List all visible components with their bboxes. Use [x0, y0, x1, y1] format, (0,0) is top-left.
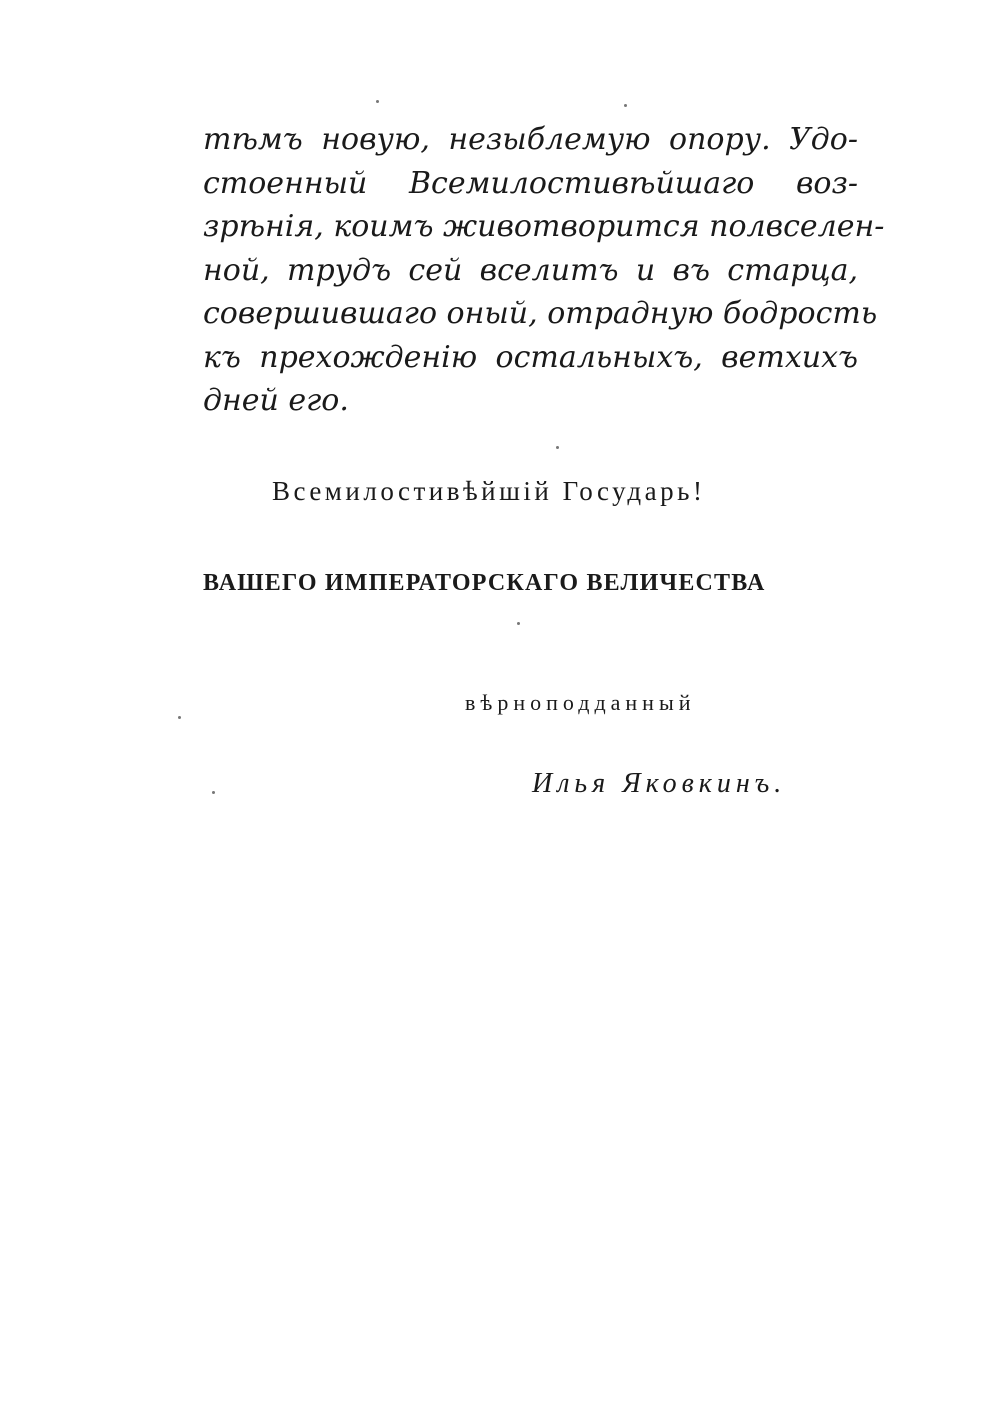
paper-speck — [517, 622, 520, 625]
body-line: совершившаго оный, отрадную бодрость — [203, 296, 878, 331]
body-line: дней его. — [203, 383, 349, 418]
paper-speck — [178, 716, 181, 719]
body-line: зрѣнія, коимъ животворится полвселен- — [203, 209, 885, 244]
majesty-title: ВАШЕГО ИМПЕРАТОРСКАГО ВЕЛИЧЕСТВА — [203, 570, 766, 596]
body-paragraph — [203, 118, 885, 423]
body-line: ной, трудъ сей вселитъ и въ старца, — [203, 252, 858, 288]
paper-speck — [376, 100, 379, 103]
body-line: къ прехожденію остальныхъ, ветхихъ — [203, 339, 858, 375]
paper-speck — [624, 104, 627, 107]
signature: Илья Яковкинъ. — [532, 768, 787, 799]
paper-speck — [556, 446, 559, 449]
body-line: стоенный Всемилостивѣйшаго воз- — [203, 165, 858, 201]
salutation: Всемилостивѣйшій Государь! — [272, 476, 706, 506]
paper-speck — [212, 791, 215, 794]
body-line: тѣмъ новую, незыблемую опору. Удо- — [203, 122, 858, 157]
subject-line: вѣрноподданный — [465, 690, 696, 715]
